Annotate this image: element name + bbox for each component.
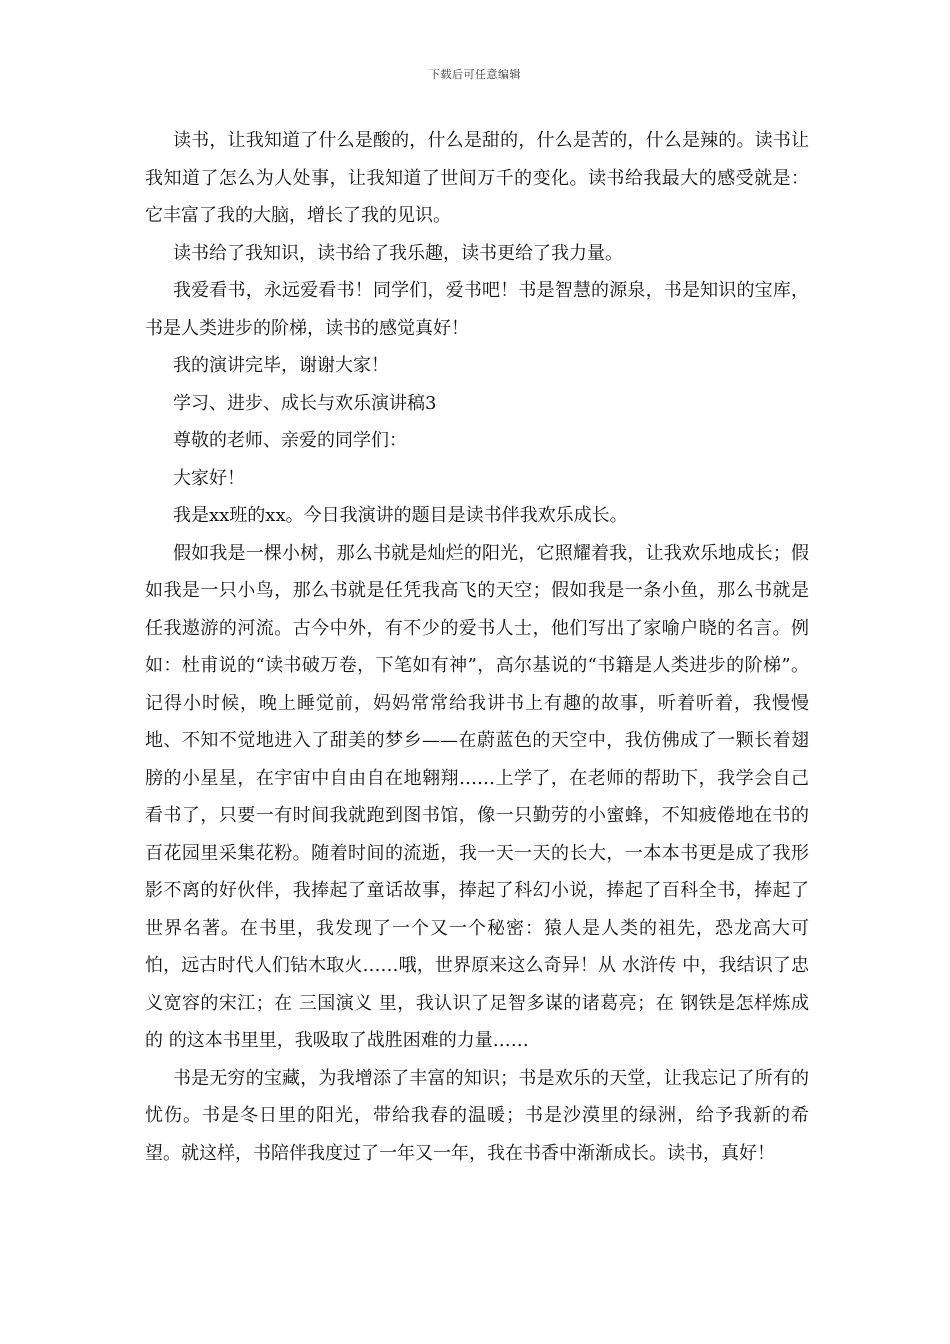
section-title: 学习、进步、成长与欢乐演讲稿3 — [173, 392, 437, 414]
page-header: 下载后可任意编辑 — [429, 68, 521, 81]
paragraph-main-story: 假如我是一棵小树，那么书就是灿烂的阳光，它照耀着我，让我欢乐地成长；假如我是一只小鸟，那么书就是任凭我高飞的天空；假如我是一条小鱼，那么书就是任我遨游的河流。古今中外，有不少的爱书人士，他们写出了家喻户晓的名言。例如：杜甫说的“读书破万卷，下笔如有神”，高尔基说的“书籍是人类进步的阶梯”。记得小时候，晚上睡觉前，妈妈常常给我讲书上有趣的故事，听着听着，我慢慢地、不知不觉地进入了甜美的梦乡——在蔚蓝色的天空中，我仿佛成了一颗长着翅膀的小星星，在宇宙中自由自在地翱翔……上学了，在老师的帮助下，我学会自己看书了，只要一有时间我就跑到图书馆，像一只勤劳的小蜜蜂，不知疲倦地在书的百花园里采集花粉。随着时间的流逝，我一天一天的长大，一本本书更是成了我形影不离的好伙伴，我捧起了童话故事，捧起了科幻小说，捧起了百科全书，捧起了世界名著。在书里，我发现了一个又一个秘密：猿人是人类的祖先，恐龙高大可怕，远古时代人们钻木取火……哦，世界原来这么奇异！从 水浒传 中，我结识了忠义宽容的宋江；在 三国演义 里，我认识了足智多谋的诸葛亮；在 钢铁是怎样炼成的 的这本书里里，我吸取了战胜困难的力量…… — [145, 542, 809, 1051]
document-body — [145, 122, 809, 1172]
paragraph-reading-gifts: 读书给了我知识，读书给了我乐趣，读书更给了我力量。 — [173, 242, 623, 264]
greeting: 大家好！ — [173, 467, 245, 489]
paragraph-conclusion: 书是无穷的宝藏，为我增添了丰富的知识；书是欢乐的天堂，让我忘记了所有的忧伤。书是冬日里的阳光，带给我春的温暖；书是沙漠里的绿洲，给予我新的希望。就这样，书陪伴我度过了一年又一年，我在书香中渐渐成长。读书，真好！ — [145, 1067, 809, 1164]
salutation: 尊敬的老师、亲爱的同学们： — [173, 430, 407, 451]
paragraph-reading-tastes: 读书，让我知道了什么是酸的，什么是甜的，什么是苦的，什么是辣的。读书让我知道了怎么为人处事，让我知道了世间万千的变化。读书给我最大的感受就是：它丰富了我的大脑，增长了我的见识。 — [145, 130, 809, 226]
paragraph-introduction: 我是xx班的xx。今日我演讲的题目是读书伴我欢乐成长。 — [173, 505, 628, 526]
paragraph-speech-end: 我的演讲完毕，谢谢大家！ — [173, 355, 389, 376]
paragraph-love-books: 我爱看书，永远爱看书！同学们，爱书吧！书是智慧的源泉，书是知识的宝库，书是人类进步的阶梯，读书的感觉真好！ — [145, 280, 809, 339]
